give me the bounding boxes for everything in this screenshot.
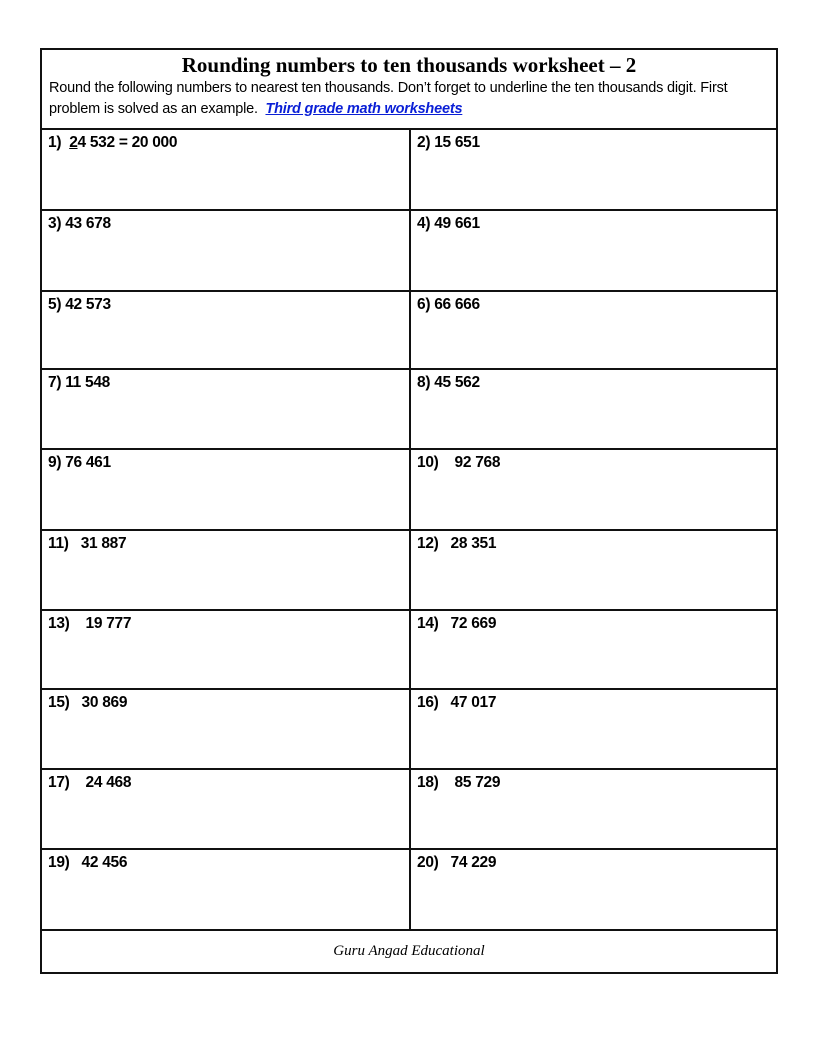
problem-label: 14)	[417, 615, 439, 632]
problem-label: 17)	[48, 774, 70, 791]
problem-cell-6	[409, 292, 776, 368]
problem-cell-10	[409, 450, 776, 529]
problem-number: 76 461	[65, 454, 111, 471]
instructions	[49, 78, 769, 120]
problem-label: 5)	[48, 296, 62, 313]
problem-label: 8)	[417, 374, 431, 391]
instructions-text: Round the following numbers to nearest ten thousands. Don’t forget to underline the ten thousands digit. First problem is solved as an example.	[49, 80, 728, 117]
problem-cell-20	[409, 850, 776, 929]
problem-row	[42, 211, 776, 292]
problem-number: 66 666	[434, 296, 480, 313]
problem-label: 19)	[48, 854, 70, 871]
problem-number: 30 869	[81, 694, 128, 711]
problem-label: 6)	[417, 296, 431, 313]
problem-number: 45 562	[434, 374, 480, 391]
problem-label: 15)	[48, 694, 70, 711]
problem-row	[42, 370, 776, 450]
problem-cell-15	[42, 690, 409, 768]
third-grade-worksheets-link[interactable]: Third grade math worksheets	[265, 101, 463, 117]
problem-row	[42, 690, 776, 770]
problem-number: 28 351	[450, 535, 497, 552]
problem-label: 7)	[48, 374, 62, 391]
problem-cell-5	[42, 292, 409, 368]
problem-cell-16	[409, 690, 776, 768]
problem-cell-4	[409, 211, 776, 290]
problem-label: 13)	[48, 615, 70, 632]
problem-number: 74 229	[450, 854, 497, 871]
problem-label: 12)	[417, 535, 439, 552]
problem-cell-12	[409, 531, 776, 609]
problem-label: 10)	[417, 454, 439, 471]
problem-number: 42 456	[81, 854, 128, 871]
problem-cell-7	[42, 370, 409, 448]
problem-row	[42, 292, 776, 370]
problem-label: 3)	[48, 215, 62, 232]
problem-label: 18)	[417, 774, 439, 791]
problem-cell-14	[409, 611, 776, 688]
problem-cell-11	[42, 531, 409, 609]
worksheet-title: Rounding numbers to ten thousands worksheet – 2	[181, 53, 637, 77]
problem-label: 20)	[417, 854, 439, 871]
problem-number: 42 573	[65, 296, 111, 313]
problem-cell-17	[42, 770, 409, 848]
problem-label: 9)	[48, 454, 62, 471]
example-answer: 4 532 = 20 000	[77, 134, 178, 151]
problem-number: 19 777	[85, 615, 132, 632]
problem-number: 31 887	[80, 535, 127, 552]
problem-number: 11 548	[65, 374, 110, 391]
problem-cell-8	[409, 370, 776, 448]
footer-credit: Guru Angad Educational	[333, 943, 485, 959]
problem-row	[42, 450, 776, 531]
problem-cell-18	[409, 770, 776, 848]
problem-cell-2	[409, 130, 776, 209]
problem-number: 24 468	[85, 774, 132, 791]
problem-cell-3	[42, 211, 409, 290]
problem-number: 47 017	[450, 694, 497, 711]
problem-label: 4)	[417, 215, 431, 232]
problem-number: 85 729	[454, 774, 501, 791]
worksheet	[40, 48, 778, 974]
problem-cell-19	[42, 850, 409, 929]
problem-number: 92 768	[454, 454, 501, 471]
problem-row	[42, 611, 776, 690]
problem-row	[42, 130, 776, 211]
problem-cell-13	[42, 611, 409, 688]
underlined-digit: 2	[69, 134, 78, 151]
problem-row	[42, 850, 776, 931]
problem-number: 49 661	[434, 215, 480, 232]
problem-label: 11)	[48, 535, 69, 552]
problem-row	[42, 531, 776, 611]
problem-number: 72 669	[450, 615, 497, 632]
problem-row	[42, 770, 776, 850]
problem-cell-1	[42, 130, 409, 209]
problem-number: 43 678	[65, 215, 111, 232]
problem-label: 1)	[48, 134, 62, 151]
problem-label: 16)	[417, 694, 439, 711]
problem-label: 2)	[417, 134, 431, 151]
problem-cell-9	[42, 450, 409, 529]
worksheet-header	[42, 50, 776, 130]
problem-number: 15 651	[434, 134, 480, 151]
